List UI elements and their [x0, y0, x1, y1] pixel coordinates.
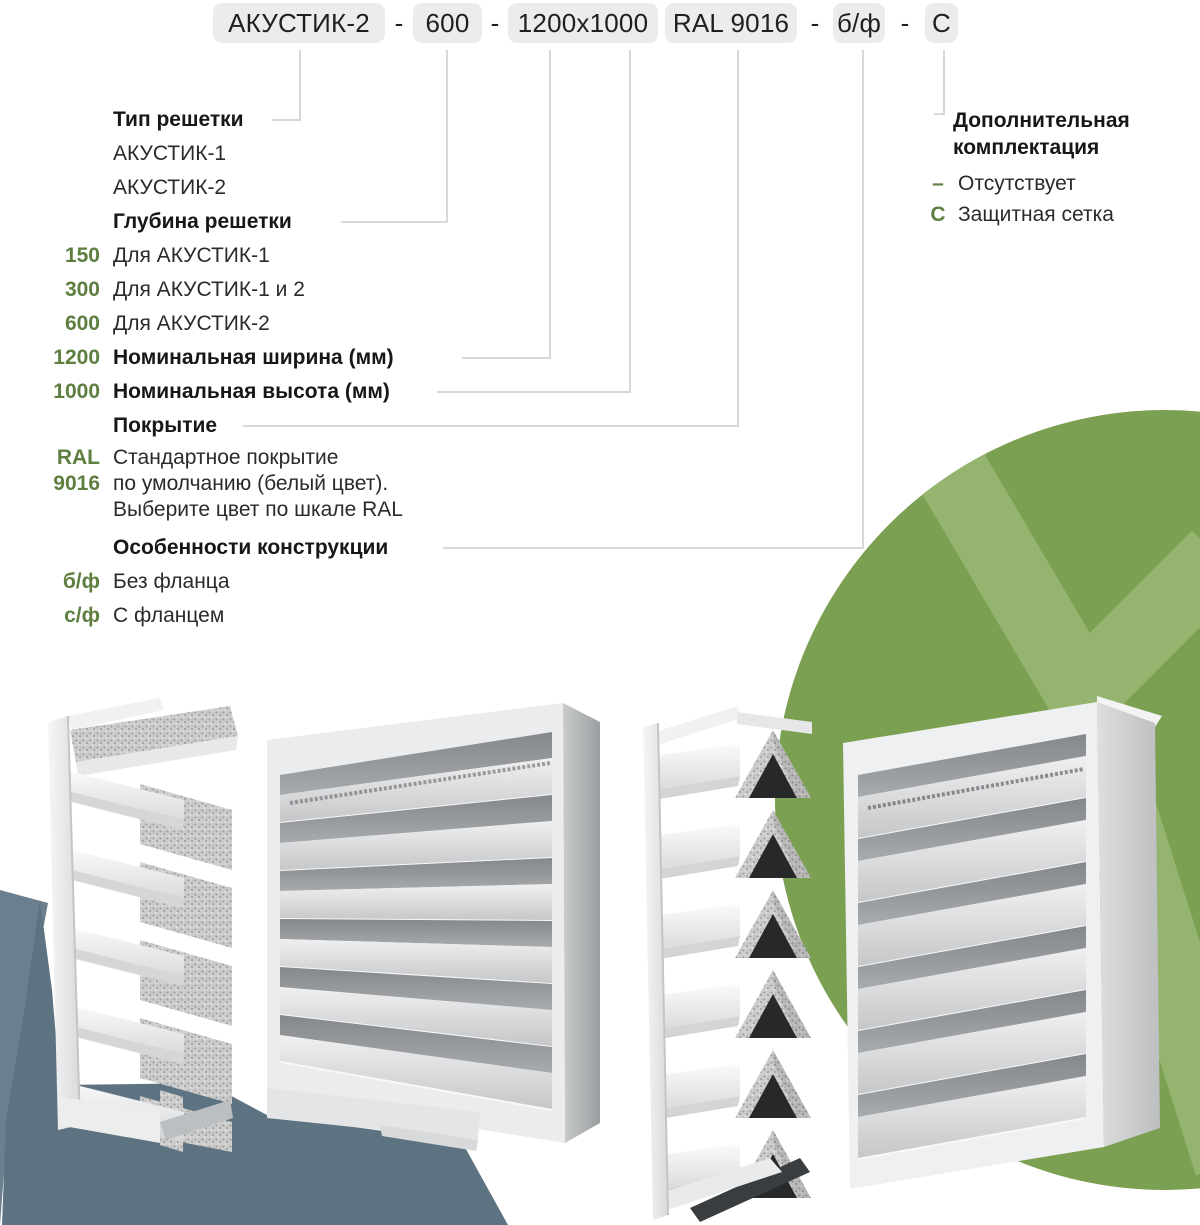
- legend-row: [0, 471, 560, 497]
- formula-flange-box: б/ф: [833, 3, 885, 43]
- legend-row: [0, 341, 560, 375]
- legend-code: 1000: [53, 380, 100, 403]
- legend-row: [0, 137, 560, 171]
- legend-label: Выберите цвет по шкале RAL: [113, 498, 403, 521]
- legend-row: [0, 565, 560, 599]
- extras-title: [953, 107, 1130, 161]
- legend-label: Стандартное покрытие: [113, 446, 339, 469]
- legend-label: АКУСТИК-2: [113, 176, 227, 199]
- legend-label: Покрытие: [113, 414, 218, 437]
- extras-code: С: [930, 203, 946, 226]
- legend-label: Без фланца: [113, 570, 230, 593]
- formula-size-box: 1200x1000: [508, 3, 658, 43]
- formula-type-box: АКУСТИК-2: [213, 3, 385, 43]
- legend-label: Для АКУСТИК-1 и 2: [113, 278, 305, 301]
- legend-row: [0, 599, 560, 633]
- legend-label: Номинальная высота (мм): [113, 380, 390, 403]
- legend-code: с/ф: [64, 604, 100, 627]
- legend-label: Номинальная ширина (мм): [113, 346, 394, 369]
- extras-title-line2: комплектация: [953, 136, 1100, 159]
- connector-extras: [943, 50, 945, 114]
- legend-code: 150: [64, 244, 100, 267]
- legend-code: 1200: [53, 346, 100, 369]
- legend-label: Тип решетки: [113, 108, 244, 131]
- legend-row: [0, 445, 560, 471]
- grille-akustik-side-profile-render: [40, 690, 250, 1180]
- formula-ral-box: RAL 9016: [665, 3, 797, 43]
- extras-label: Защитная сетка: [958, 203, 1114, 226]
- legend-row: [0, 531, 560, 565]
- formula-mesh-box: С: [925, 3, 958, 43]
- extras-code: –: [932, 172, 944, 195]
- legend-row: [0, 375, 560, 409]
- legend-row: [0, 205, 560, 239]
- connector-construction: [862, 50, 864, 548]
- legend-row: [0, 307, 560, 341]
- legend-code: RAL: [56, 446, 100, 469]
- grille-front-render: [260, 695, 605, 1205]
- grille-chevron-profile-render: [630, 655, 845, 1225]
- legend-label: Для АКУСТИК-1: [113, 244, 270, 267]
- grille-front-mesh-render: [840, 692, 1185, 1222]
- legend-row: [0, 239, 560, 273]
- legend-label: Для АКУСТИК-2: [113, 312, 270, 335]
- extras-label: Отсутствует: [958, 172, 1076, 195]
- formula-dash: -: [490, 8, 500, 38]
- connector-extras: [934, 113, 945, 115]
- legend-code: б/ф: [62, 570, 100, 593]
- extras-title-line1: Дополнительная: [953, 109, 1130, 132]
- legend-label: С фланцем: [113, 604, 225, 627]
- legend-row: [0, 103, 560, 137]
- legend-label: по умолчанию (белый цвет).: [113, 472, 389, 495]
- legend-code: 300: [64, 278, 100, 301]
- formula-dash: -: [810, 8, 820, 38]
- legend-code: 600: [64, 312, 100, 335]
- legend-label: Особенности конструкции: [113, 536, 389, 559]
- formula-dash: -: [394, 8, 404, 38]
- legend-row: [0, 273, 560, 307]
- formula-depth-box: 600: [413, 3, 482, 43]
- legend-row: [0, 171, 560, 205]
- legend-code: 9016: [53, 472, 100, 495]
- legend-row: [0, 409, 560, 443]
- legend-label: АКУСТИК-1: [113, 142, 227, 165]
- connector-height: [629, 50, 631, 392]
- formula-dash: -: [900, 8, 910, 38]
- connector-coating: [737, 50, 739, 426]
- legend-label: Глубина решетки: [113, 210, 292, 233]
- legend-row: [0, 497, 560, 523]
